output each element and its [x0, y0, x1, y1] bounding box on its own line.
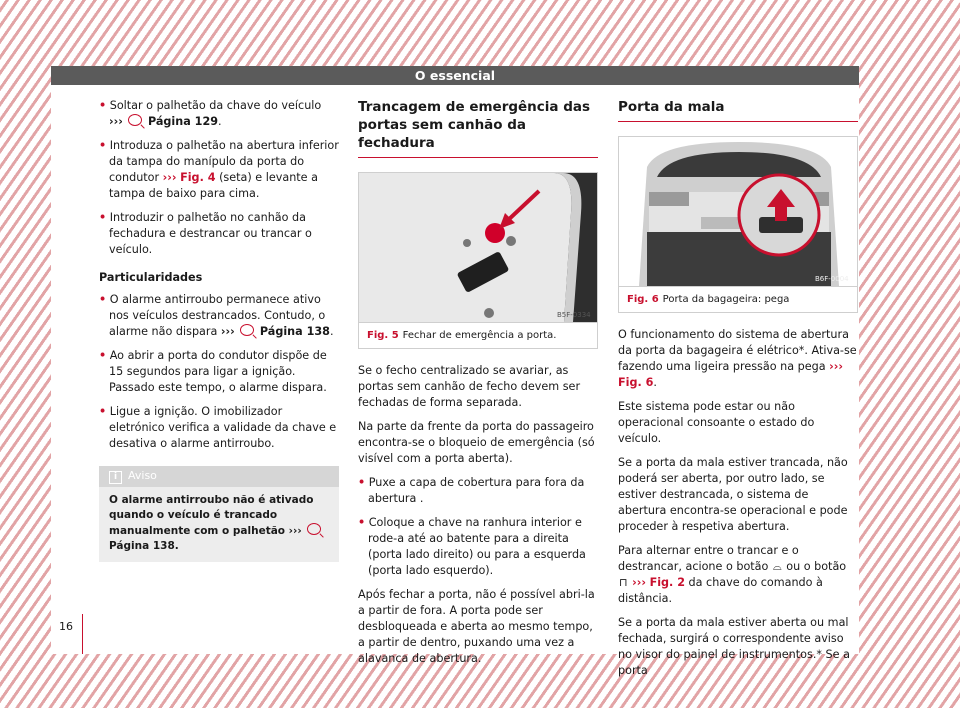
paragraph: Na parte da frente da porta do passageiro encontra-se o bloqueio de emergência (só visível com a porta aberta).: [358, 420, 595, 465]
bullet-dot: •: [99, 139, 107, 152]
page-ref-link[interactable]: Página 138: [109, 540, 175, 552]
page-number: 16: [59, 620, 73, 633]
paragraph: Este sistema pode estar ou não operacional consoante o estado do veículo.: [618, 400, 815, 445]
bullet-dot: •: [99, 293, 107, 306]
steering-wheel-book-icon: [240, 324, 254, 336]
steering-wheel-book-icon: [128, 114, 142, 126]
figure-label: Fig. 5: [367, 330, 399, 341]
figure-caption: Fig. 5 Fechar de emergência a porta.: [359, 322, 597, 348]
figure-5: [358, 172, 598, 349]
section-heading: Trancagem de emergência das portas sem canhão da fechadura: [358, 98, 598, 158]
ref-arrow: ›››: [220, 325, 235, 338]
fig-ref-link[interactable]: Fig. 2: [649, 576, 685, 589]
page-ref-link[interactable]: Página 129: [147, 115, 219, 128]
bullet: • Coloque a chave na ranhura interior e rode-a até ao batente para a direita (porta lado direito) ou para a esquerda (porta lado esquerdo).: [358, 516, 586, 577]
chapter-banner: O essencial: [51, 66, 859, 85]
fig-ref-link[interactable]: Fig. 4: [180, 171, 216, 184]
door-lock-image: [359, 173, 597, 322]
bullet-dot: •: [99, 349, 107, 362]
bullet-dot: •: [358, 476, 366, 489]
subheading: Particularidades: [99, 271, 203, 284]
ref-arrow: ›››: [829, 360, 843, 373]
figure-label: Fig. 6: [627, 294, 659, 305]
note-body: O alarme antirroubo não é ativado quando o veículo é trancado manualmente com o palhetão ››› Página 138.: [99, 487, 339, 562]
bullet-dot: •: [358, 516, 366, 529]
note-box: [99, 466, 339, 562]
ref-arrow: ›››: [632, 576, 646, 589]
paragraph: Para alternar entre o trancar e o destrancar, acione o botão ⌓ ou o botão ⊓ ››› Fig. 2 da chave do comando à distância.: [618, 544, 847, 605]
bullet-3: • Introduzir o palhetão no canhão da fechadura e destrancar ou trancar o veículo.: [99, 211, 312, 256]
bullet-dot: •: [99, 405, 107, 418]
column-3: [618, 98, 858, 687]
paragraph: O funcionamento do sistema de abertura da porta da bagageira é elétrico*. Ativa-se fazendo uma ligeira pressão na pega ››› Fig. 6.: [618, 328, 857, 389]
figure-caption: Fig. 6 Porta da bagageira: pega: [619, 286, 857, 312]
paragraph: Após fechar a porta, não é possível abri-la a partir de fora. A porta pode ser desbloqueada e aberta ao mesmo tempo, a partir de dentro, puxando uma vez a alavanca de abertura.: [358, 588, 595, 665]
figure-code: B6F-0004: [815, 275, 849, 283]
paragraph: Se a porta da mala estiver aberta ou mal fechada, surgirá o correspondente aviso no visor do painel de instrumentos.* Se a porta: [618, 616, 850, 677]
trunk-handle-image: [619, 137, 857, 286]
note-header: i Aviso: [99, 466, 339, 487]
section-heading: Porta da mala: [618, 98, 858, 122]
figure-code: B5F-0334: [557, 311, 591, 319]
bullet-dot: •: [99, 211, 107, 224]
paragraph: Se o fecho centralizado se avariar, as portas sem canhão de fecho devem ser fechadas de forma separada.: [358, 364, 581, 409]
ref-arrow: ›››: [109, 115, 123, 128]
column-2: [358, 98, 598, 675]
page-ref-link[interactable]: Página 138: [259, 325, 330, 338]
figure-6: [618, 136, 858, 313]
bullet: • Puxe a capa de cobertura para fora da abertura .: [358, 476, 585, 505]
info-icon: i: [109, 471, 122, 484]
bullet-5: • Ao abrir a porta do condutor dispõe de 15 segundos para ligar a ignição. Passado este tempo, o alarme dispara.: [99, 349, 327, 394]
column-1: [99, 98, 339, 562]
fig-ref-link[interactable]: Fig. 6: [618, 376, 654, 389]
page-number-divider: [82, 614, 83, 654]
bullet-4: • O alarme antirroubo permanece ativo nos veículos destrancados. Contudo, o alarme não dispara ››› Página 138.: [99, 293, 334, 338]
bullet-dot: •: [99, 99, 107, 112]
steering-wheel-book-icon: [307, 523, 321, 535]
ref-arrow: ›››: [288, 525, 302, 537]
paragraph: Se a porta da mala estiver trancada, não poderá ser aberta, por outro lado, se estiver destrancada, o sistema de abertura encontra-se operacional e pode proceder à respetiva abertura.: [618, 456, 848, 533]
bullet-1: • Soltar o palhetão da chave do veículo ››› Página 129.: [99, 99, 322, 128]
ref-arrow: ›››: [162, 171, 177, 184]
car-unlock-icon: ⌓: [772, 560, 782, 573]
bullet-2: • Introduza o palhetão na abertura inferior da tampa do manípulo da porta do condutor ››› Fig. 4 (seta) e levante a tampa de baixo para cima.: [99, 139, 339, 200]
bullet-6: • Ligue a ignição. O imobilizador eletrónico verifica a validade da chave e desativa o alarme antirroubo.: [99, 405, 337, 450]
lock-icon: ⊓: [619, 576, 628, 589]
